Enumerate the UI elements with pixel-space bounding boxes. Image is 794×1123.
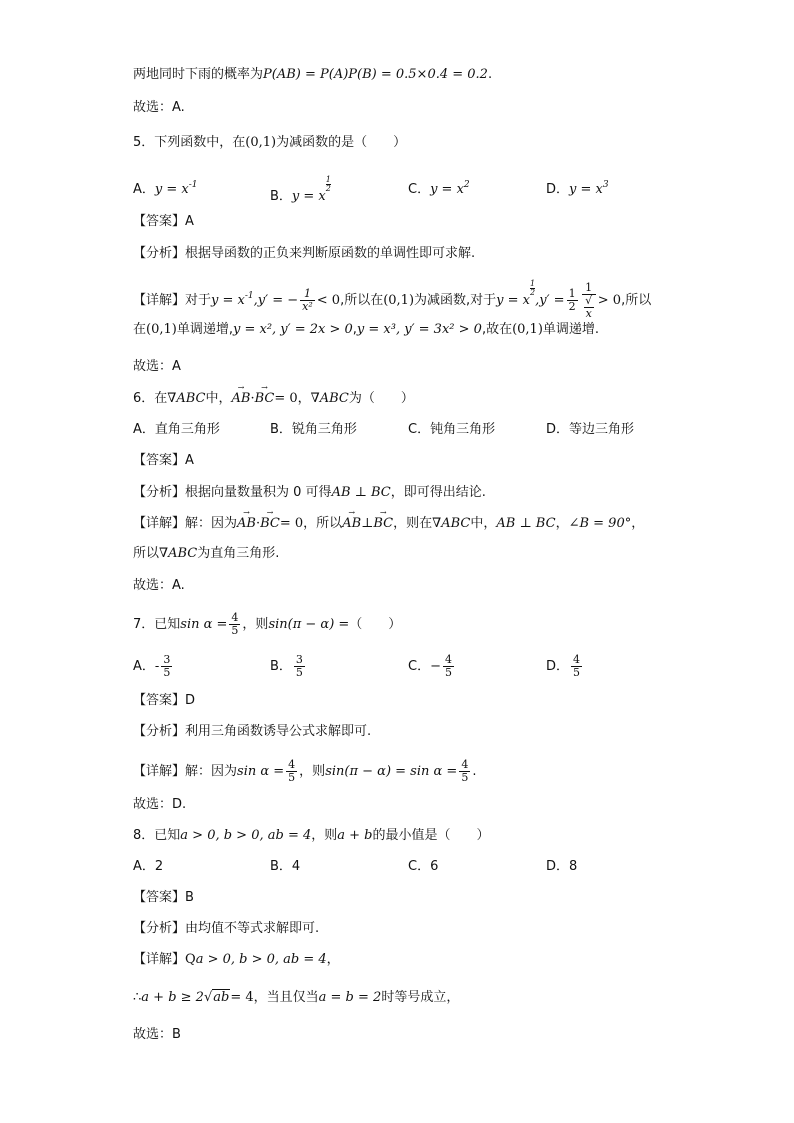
q6-option-a: A．直角三角形 [133,422,220,437]
answer-value: D [185,693,196,708]
q5-conclusion: 故选：A [133,359,181,374]
q5-option-d [546,176,609,199]
frac-num: 4 [288,758,296,771]
frac-num: 1 [568,287,576,300]
text: 的最小值是（ ） [372,828,490,843]
q6-detail-line1 [133,515,644,533]
sqrt-content: ab [213,990,230,1005]
frac-den: 5 [231,624,239,637]
q5-stem-a: 5．下列函数中，在 [133,135,246,150]
q8-detail-line2 [133,989,459,1007]
text: ，则在 [393,516,433,531]
option-label: A． [133,659,155,674]
math: ∠B = 90° [568,516,632,531]
text: 7．已知 [133,617,181,632]
option-exp: 3 [602,180,609,190]
intro-text: 两地同时下雨的概率为 [133,67,264,82]
q7-answer [133,692,195,710]
q5-option-c [408,176,470,199]
math: a + b [337,828,373,843]
vector-ab: → AB [232,390,251,408]
option-base: y = x [291,189,326,204]
math: = 4 [230,990,254,1005]
math: (0,1) [146,322,177,337]
q8-option-d: D．8 [546,859,578,874]
frac-num: 4 [573,653,581,666]
text: ，则 [242,617,269,632]
fraction [229,612,240,637]
answer-tag: 【答案】 [133,890,186,905]
analysis-text: 利用三角函数诱导公式求解即可. [185,724,372,739]
sqrt: √ab [203,990,230,1005]
q7-option-c [408,654,456,679]
option-exp-frac [326,176,331,193]
answer-value: A [185,214,194,229]
exp-num: 1 [325,175,331,184]
text: 单调递增. [542,322,600,337]
text: ， [631,516,645,531]
analysis-text: 根据导函数的正负来判断原函数的单调性即可求解. [185,246,476,261]
math: ⊥ [361,516,374,531]
math: = 0 [279,516,304,531]
option-exp: 2 [463,180,470,190]
frac-den: 2 [568,300,576,313]
q6-conclusion: 故选：A. [133,578,185,593]
analysis-tag: 【分析】 [133,246,186,261]
text: 解：因为 [185,764,238,779]
frac-num: 1 [300,288,315,301]
frac-den-sqrt: √ x [585,293,593,320]
text: 在 [133,322,147,337]
text: 时等号成立， [381,990,460,1005]
q5-detail-line1 [133,280,651,320]
math: · [255,516,261,531]
text: ，则 [299,764,326,779]
fraction-sqrt [582,282,596,320]
q8-answer [133,889,194,907]
text: ，即可得出结论. [390,485,486,500]
text: ， [326,952,340,967]
math: a > 0, b > 0, ab = 4 [195,952,327,967]
option-label: D． [546,659,570,674]
answer-tag: 【答案】 [133,214,186,229]
text: 对于 [185,293,212,308]
text: 为减函数,对于 [414,293,497,308]
math: > 0 [597,293,622,308]
answer-tag: 【答案】 [133,453,186,468]
exp-num: 1 [530,279,536,288]
text: . [472,764,477,779]
q5-detail-line2 [133,321,599,339]
frac-den: 5 [163,666,171,679]
math: a = b = 2 [318,990,382,1005]
fraction [443,654,454,679]
text: 8．已知 [133,828,181,843]
text: ,故在 [481,322,513,337]
frac-num: 4 [231,611,239,624]
frac-den: 5 [288,771,296,784]
q6-option-d: D．等边三角形 [546,422,635,437]
math: · [250,391,255,406]
vector-bc: → BC [373,515,393,533]
q7-option-d [546,654,584,679]
q5-option-b [270,176,331,206]
fraction [567,288,578,313]
option-sign: - [154,659,160,674]
q5-option-a [133,176,198,199]
frac-num: 3 [295,653,303,666]
option-exp: -1 [188,180,198,190]
fraction [161,654,172,679]
frac-num: 1 [582,282,596,295]
text: （ ） [349,617,402,632]
text: 所以 [133,546,160,561]
intro-conclusion: 故选：A. [133,100,185,115]
text: ,所以 [621,293,652,308]
math: sin α = [237,764,285,779]
vector-bc: → BC [260,515,280,533]
text: 中， [470,516,497,531]
text: 为（ ） [348,391,414,406]
detail-tag: 【详解】 [133,293,186,308]
text: ，则 [311,828,338,843]
option-base: y = x [154,182,189,197]
q6-analysis [133,484,486,502]
q8-option-b: B．4 [270,859,301,874]
math: Q [185,952,196,967]
fraction [286,759,297,784]
q6-answer [133,452,194,470]
option-base: y = x [430,182,464,197]
fraction [459,759,470,784]
intro-formula: P(AB) = P(A)P(B) = 0.5×0.4 = 0.2 [263,67,488,82]
option-sign: − [430,659,441,674]
math: y = x [211,293,245,308]
frac-den: x² [302,300,313,313]
math: a + b ≥ 2 [141,990,204,1005]
q7-conclusion: 故选：D. [133,797,187,812]
option-label: B． [270,189,292,204]
math-exp: -1 [244,291,254,301]
math: y = x [496,293,531,308]
fraction [294,654,305,679]
q6-stem [133,390,414,408]
option-label: C． [408,659,431,674]
sqrt-content: x [585,306,592,320]
math: sin(π − α) = sin α = [325,764,458,779]
text: 根据向量数量积为 0 可得 [185,485,332,500]
math: AB ⊥ BC [496,516,556,531]
detail-tag: 【详解】 [133,516,186,531]
math: a > 0, b > 0, ab = 4 [180,828,312,843]
fraction [571,654,582,679]
option-label: D． [546,182,570,197]
math: ∇ABC [167,391,206,406]
vector-ab: → AB [342,515,361,533]
math: AB ⊥ BC [331,485,391,500]
option-label: B． [270,659,292,674]
math: sin α = [180,617,228,632]
q5-stem [133,134,406,152]
intro-end: . [487,67,493,82]
option-base: y = x [569,182,603,197]
q6-option-b: B．锐角三角形 [270,422,357,437]
math: = 0 [274,391,298,406]
text: 单调递增, [176,322,233,337]
text: 解：因为 [185,516,238,531]
fraction [300,288,315,313]
math: ∇ABC [310,391,349,406]
text: ，当且仅当 [253,990,319,1005]
q8-option-a: A．2 [133,859,164,874]
q7-option-a [133,654,174,679]
q8-analysis [133,920,319,938]
answer-value: B [185,890,194,905]
math: y = x², y′ = 2x > 0 [232,322,353,337]
detail-tag: 【详解】 [133,952,186,967]
option-label: A． [133,182,155,197]
q5-answer [133,213,194,231]
exp-den: 2 [530,288,536,297]
q6-option-c: C．钝角三角形 [408,422,496,437]
frac-den: 5 [295,666,303,679]
text: 6．在 [133,391,168,406]
text: ， [297,391,311,406]
q8-conclusion: 故选：B [133,1027,181,1042]
q5-analysis [133,245,475,263]
frac-den: 5 [444,666,452,679]
q5-interval: (0,1) [245,135,277,150]
q7-stem [133,612,401,637]
option-label: C． [408,182,431,197]
analysis-text: 由均值不等式求解即可. [185,921,320,936]
text: ， [555,516,569,531]
analysis-tag: 【分析】 [133,485,186,500]
frac-num: 4 [461,758,469,771]
text: 为直角三角形. [197,546,280,561]
text: ，所以 [303,516,343,531]
q7-analysis [133,723,371,741]
q5-stem-b: 为减函数的是（ ） [276,135,407,150]
q8-detail-line1 [133,951,340,969]
frac-num: 4 [444,653,452,666]
math: (0,1) [512,322,543,337]
q7-option-b [270,654,307,679]
math: ∴ [133,990,142,1005]
math: ,y′ = [535,293,565,308]
q8-option-c: C．6 [408,859,439,874]
math: y = x³, y′ = 3x² > 0 [356,322,482,337]
frac-num: 3 [163,653,171,666]
analysis-tag: 【分析】 [133,724,186,739]
math: < 0 [316,293,341,308]
q8-stem [133,827,490,845]
vector-bc: → BC [255,390,275,408]
math: ,y′ = − [253,293,299,308]
answer-value: A [185,453,194,468]
vector-ab: → AB [237,515,256,533]
q6-detail-line2 [133,545,279,563]
math: ∇ABC [159,546,198,561]
frac-den: 5 [461,771,469,784]
exp-den: 2 [325,184,331,193]
text: 中， [205,391,232,406]
intro-line [133,66,492,84]
answer-tag: 【答案】 [133,693,186,708]
math: sin(π − α) = [268,617,350,632]
q7-detail [133,759,476,784]
text: , [352,322,357,337]
math: ∇ABC [432,516,471,531]
frac-den: 5 [573,666,581,679]
analysis-tag: 【分析】 [133,921,186,936]
math: (0,1) [383,293,415,308]
text: ,所以在 [340,293,384,308]
detail-tag: 【详解】 [133,764,186,779]
